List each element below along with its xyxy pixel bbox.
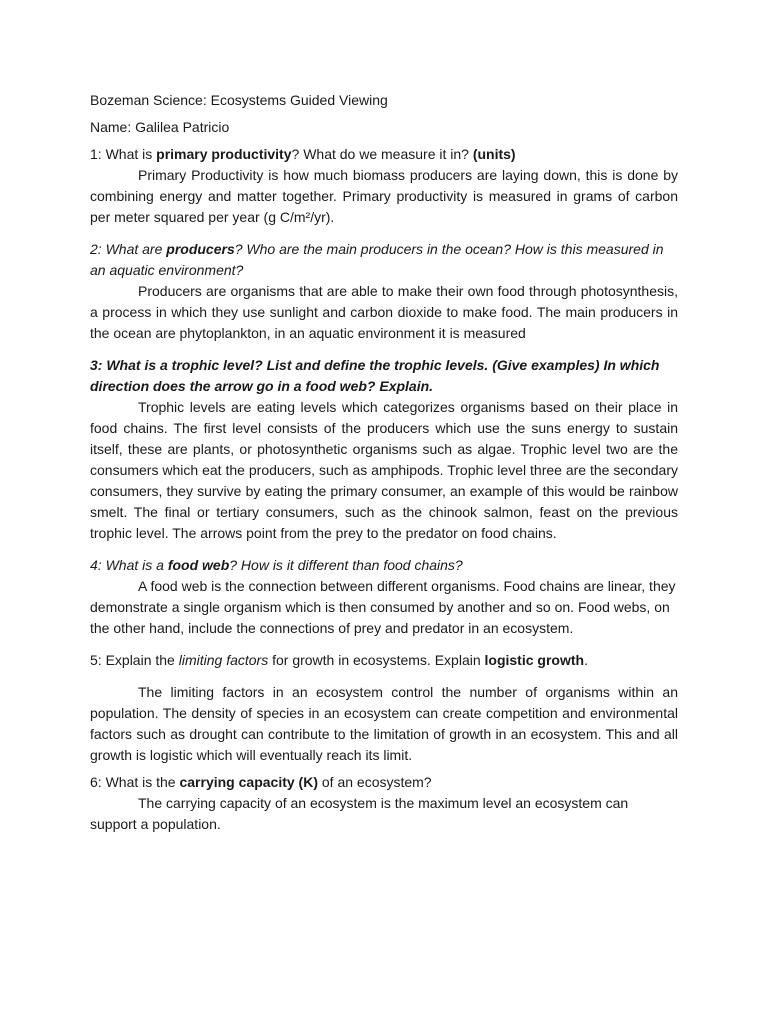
question-1-prefix: 1: What is — [90, 146, 157, 162]
question-6 — [90, 772, 678, 793]
question-4-suffix: ? How is it different than food chains? — [229, 557, 463, 573]
question-2-prefix: 2: What are — [90, 241, 167, 257]
answer-5: The limiting factors in an ecosystem control the number of organisms within an population. The density of species in an ecosystem can create competition and environmental factors such as drought can contribute to the limitation of growth in an ecosystem. This and all growth is logistic which will eventually reach its limit. — [90, 684, 678, 763]
question-5 — [90, 650, 678, 671]
document-title: Bozeman Science: Ecosystems Guided Viewing — [90, 92, 388, 108]
question-5-mid: for growth in ecosystems. Explain — [268, 652, 485, 668]
answer-4: A food web is the connection between different organisms. Food chains are linear, they demonstrate a single organism which is then consumed by another and so on. Food webs, on the other hand, include the connections of prey and predator in an ecosystem. — [90, 578, 676, 636]
question-1-mid: ? What do we measure it in? — [291, 146, 473, 162]
question-6-suffix: of an ecosystem? — [317, 774, 432, 790]
student-name: Name: Galilea Patricio — [90, 119, 230, 135]
answer-2: Producers are organisms that are able to make their own food through photosynthesis, a process in which they use sunlight and carbon dioxide to make food. The main producers in the ocean are phytoplankton, in an aquatic environment it is measured — [90, 283, 678, 341]
question-1-units: (units) — [472, 146, 516, 162]
document-page — [90, 90, 678, 835]
question-6-prefix: 6: What is the — [90, 774, 180, 790]
question-1-term: primary productivity — [156, 146, 292, 162]
question-4-prefix: 4: What is a — [90, 557, 168, 573]
question-1 — [90, 144, 678, 165]
question-6-term: carrying capacity (K) — [179, 774, 318, 790]
question-4 — [90, 555, 678, 576]
question-2-term: producers — [166, 241, 235, 257]
question-5-term2: logistic growth — [484, 652, 585, 668]
question-5-prefix: 5: Explain the — [90, 652, 179, 668]
question-4-term: food web — [167, 557, 230, 573]
question-2-suffix: ? Who are the main producers in the ocean? How is this measured in an aquatic environment? — [90, 241, 664, 278]
question-5-suffix: . — [584, 652, 588, 668]
answer-6: The carrying capacity of an ecosystem is the maximum level an ecosystem can support a population. — [90, 795, 629, 832]
question-5-term1: limiting factors — [178, 652, 269, 668]
question-3: 3: What is a trophic level? List and define the trophic levels. (Give examples) In which direction does the arrow go in a food web? Explain. — [90, 357, 660, 394]
question-2 — [90, 239, 678, 281]
answer-1: Primary Productivity is how much biomass producers are laying down, this is done by combining energy and matter together. Primary productivity is measured in grams of carbon per meter squared per year (g C/m²/yr). — [90, 167, 678, 225]
answer-3: Trophic levels are eating levels which categorizes organisms based on their place in food chains. The first level consists of the producers which use the suns energy to sustain itself, these are plants, or photosynthetic organisms such as algae. Trophic level two are the consumers which eat the producers, such as amphipods. Trophic level three are the secondary consumers, they survive by eating the primary consumer, an example of this would be rainbow smelt. The final or tertiary consumers, such as the chinook salmon, feast on the previous trophic level. The arrows point from the prey to the predator on food chains. — [90, 399, 678, 541]
